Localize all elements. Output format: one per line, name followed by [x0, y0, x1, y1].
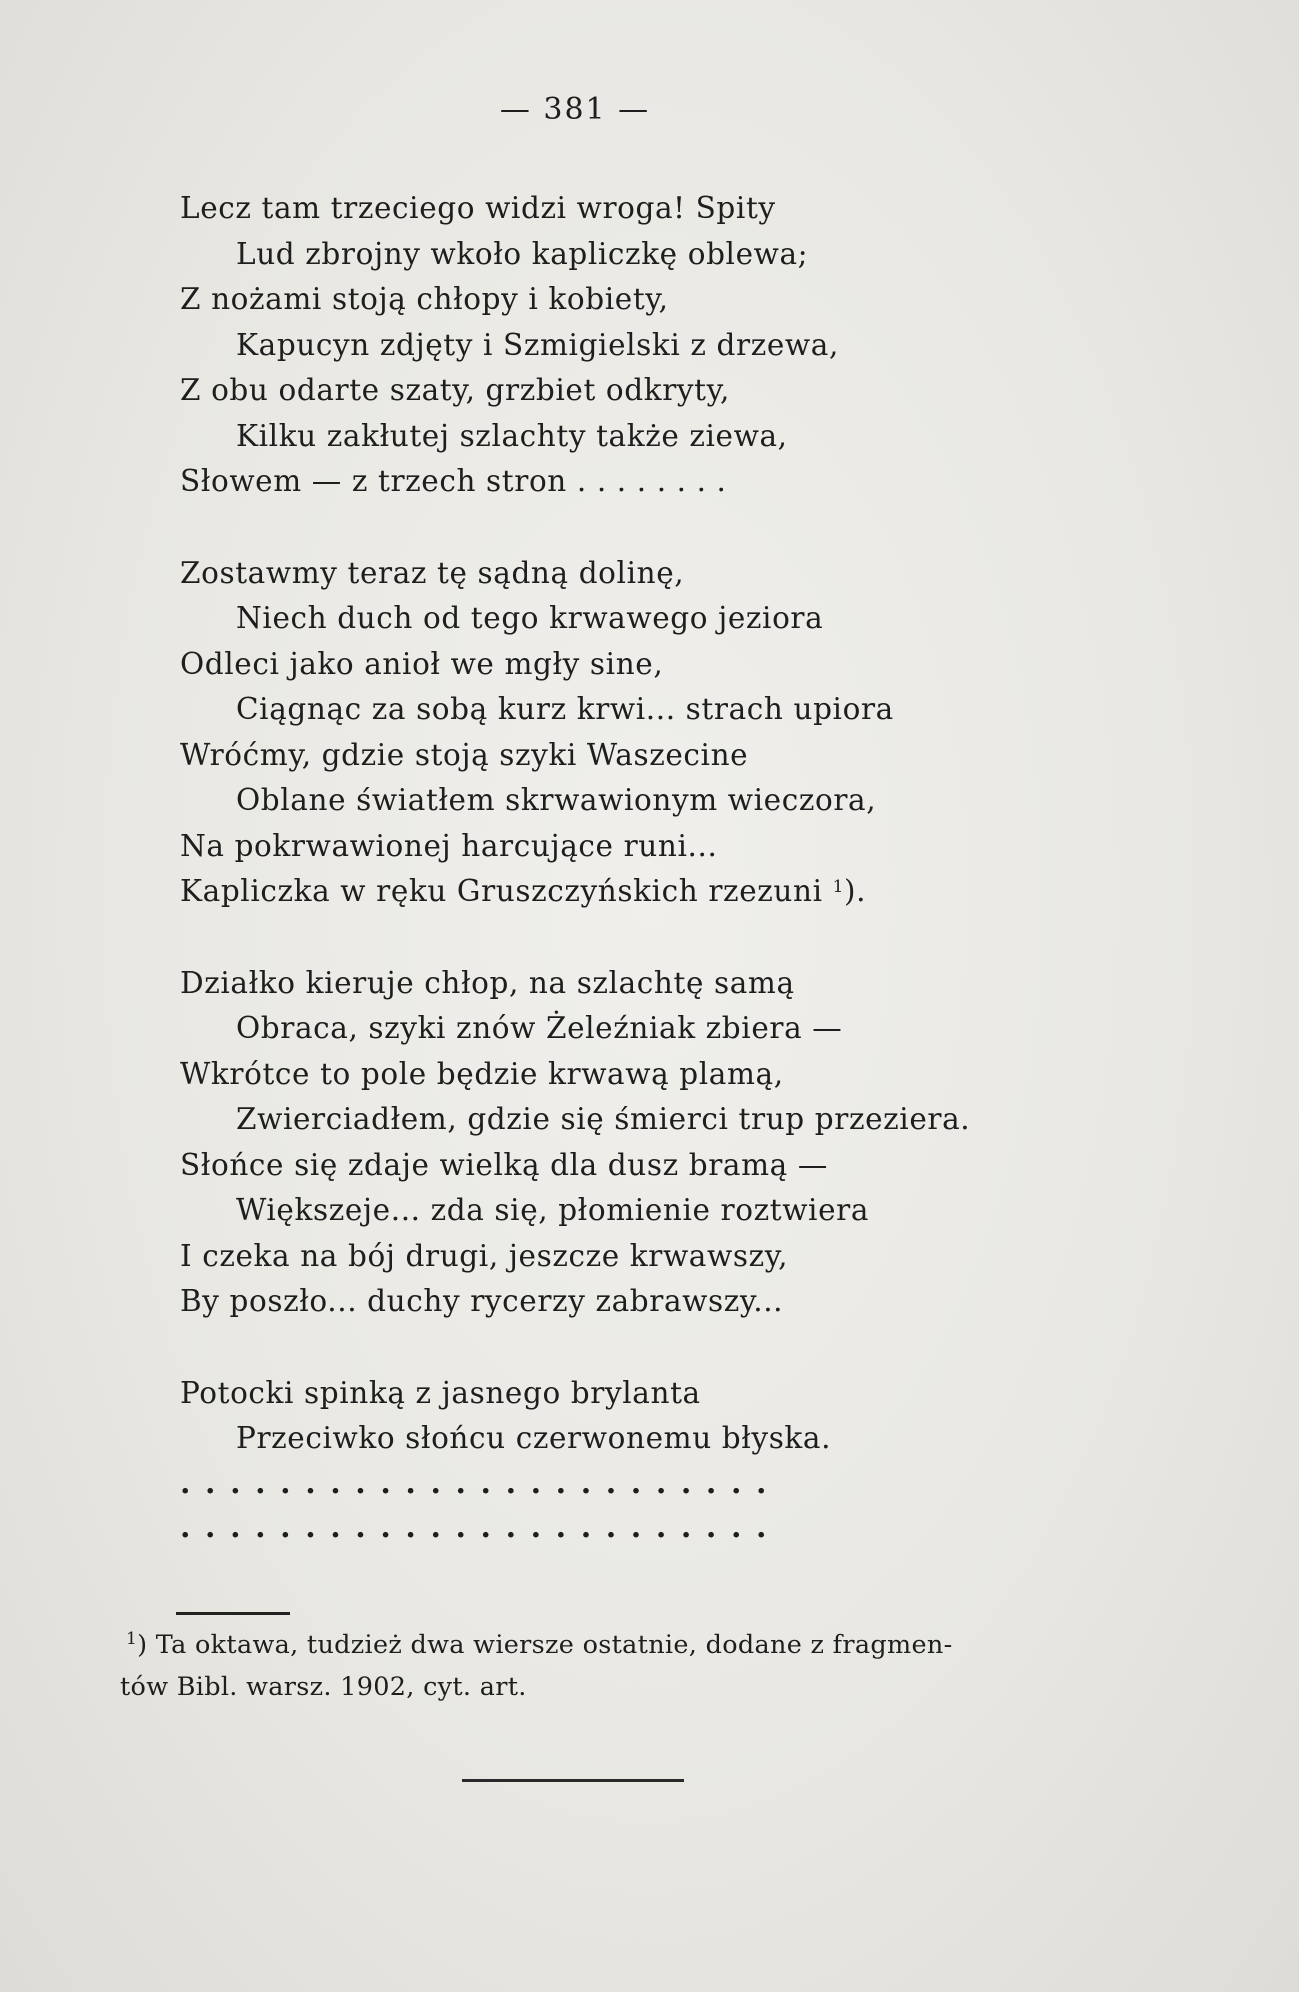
footnote-line: tów Bibl. warsz. 1902, cyt. art.: [120, 1672, 527, 1702]
verse-line: Ciągnąc za sobą kurz krwi... strach upiora: [236, 692, 894, 726]
omission-dots: ........................: [180, 1509, 782, 1545]
verse-line: Zwierciadłem, gdzie się śmierci trup przeziera.: [236, 1102, 971, 1136]
footnote-reference-suffix: ).: [844, 874, 867, 908]
end-divider: [462, 1779, 684, 1782]
stanza-1: [180, 186, 1080, 505]
verse-line-with-footnote: [180, 869, 1080, 915]
verse-line: Z nożami stoją chłopy i kobiety,: [180, 282, 669, 316]
footnote-divider: [176, 1612, 290, 1615]
verse-line: Odleci jako anioł we mgły sine,: [180, 646, 664, 681]
verse-line: Wkrótce to pole będzie krwawą plamą,: [180, 1056, 784, 1091]
verse-line: Lecz tam trzeciego widzi wroga! Spity: [180, 191, 776, 225]
footnote-line: [120, 1624, 1100, 1666]
verse-line: Niech duch od tego krwawego jeziora: [236, 601, 824, 635]
page-number: — 381 —: [499, 92, 651, 127]
verse-line: Zostawmy teraz tę sądną dolinę,: [180, 555, 685, 590]
verse-line: Przeciwko słońcu czerwonemu błyska.: [236, 1421, 832, 1455]
footnote: [120, 1624, 1100, 1708]
verse-line: Wróćmy, gdzie stoją szyki Waszecine: [180, 737, 749, 772]
verse-line: Potocki spinką z jasnego brylanta: [180, 1375, 701, 1410]
verse-line: Kilku zakłutej szlachty także ziewa,: [236, 418, 788, 453]
verse-line: I czeka na bój drugi, jeszcze krwawszy,: [180, 1238, 789, 1273]
verse-line: Słońce się zdaje wielką dla dusz bramą —: [180, 1147, 828, 1182]
verse-line: Na pokrwawionej harcujące runi...: [180, 828, 718, 863]
verse-line: Oblane światłem skrwawionym wieczora,: [236, 783, 877, 817]
poem: [180, 186, 1080, 1596]
stanza-4: [180, 1371, 1080, 1550]
stanza-3: [180, 961, 1080, 1325]
footnote-marker: 1: [126, 1629, 138, 1649]
stanza-2: [180, 551, 1080, 915]
verse-line: Słowem — z trzech stron . . . . . . . .: [180, 464, 727, 498]
verse-text: Kapliczka w ręku Gruszczyńskich rzezuni: [180, 874, 823, 908]
verse-line: By poszło... duchy rycerzy zabrawszy...: [180, 1284, 784, 1318]
verse-line: Z obu odarte szaty, grzbiet odkryty,: [180, 373, 730, 407]
omission-dots: ........................: [180, 1465, 782, 1501]
verse-line: Kapucyn zdjęty i Szmigielski z drzewa,: [236, 327, 839, 362]
verse-line: Większeje... zda się, płomienie roztwiera: [236, 1193, 870, 1227]
verse-line: Działko kieruje chłop, na szlachtę samą: [180, 965, 795, 1000]
verse-line: Obraca, szyki znów Żeleźniak zbiera —: [236, 1011, 843, 1045]
verse-line: Lud zbrojny wkoło kapliczkę oblewa;: [236, 236, 809, 271]
footnote-text: ) Ta oktawa, tudzież dwa wiersze ostatnie, dodane z fragmen-: [137, 1630, 953, 1660]
footnote-reference[interactable]: 1: [832, 877, 845, 897]
